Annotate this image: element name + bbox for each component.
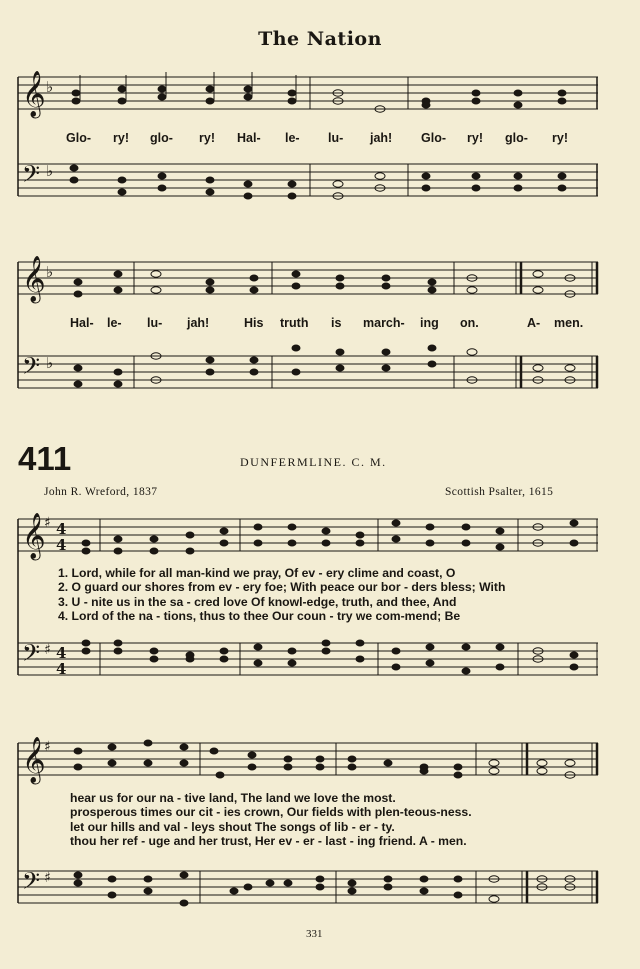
lyric-syllable: A-: [527, 316, 541, 330]
verse-line: prosperous times our cit - ies crown, Our fields with plen-teous-ness.: [70, 805, 472, 820]
time-signature-top: 4: [56, 520, 67, 538]
svg-text:♭: ♭: [46, 78, 54, 96]
svg-text:𝄢: 𝄢: [22, 867, 41, 900]
lyric-syllable: le-: [107, 316, 122, 330]
hymn-number: 411: [18, 440, 72, 477]
svg-text:𝄞: 𝄞: [22, 256, 46, 302]
svg-text:𝄞: 𝄞: [22, 737, 46, 783]
svg-text:♯: ♯: [44, 739, 51, 755]
svg-text:4: 4: [56, 644, 67, 662]
verse-line: let our hills and val - leys shout The songs of lib - er - ty.: [70, 819, 395, 834]
lyric-syllable: His: [244, 316, 264, 330]
lyric-syllable: ry!: [113, 131, 129, 145]
lyric-syllable: glo-: [150, 131, 173, 145]
svg-text:𝄢: 𝄢: [22, 352, 41, 385]
svg-text:♭: ♭: [46, 162, 54, 180]
lyric-syllable: lu-: [147, 316, 163, 330]
svg-text:4: 4: [56, 660, 67, 678]
lyric-syllable: le-: [285, 131, 300, 145]
time-signature-bottom: 4: [56, 536, 67, 554]
running-title: The Nation: [258, 28, 382, 50]
lyric-syllable: march-: [363, 316, 405, 330]
page-number: 331: [306, 928, 323, 940]
lyric-syllable: Hal-: [70, 316, 94, 330]
svg-text:𝄞: 𝄞: [22, 513, 46, 559]
lyric-syllable: Glo-: [421, 131, 446, 145]
verse-line: 2. O guard our shores from ev - ery foe; With peace our bor - ders bless; With: [58, 580, 506, 595]
svg-text:𝄢: 𝄢: [22, 639, 41, 672]
svg-text:♯: ♯: [44, 870, 51, 886]
svg-text:♭: ♭: [46, 263, 54, 281]
source-credit: Scottish Psalter, 1615: [445, 486, 554, 498]
verse-line: 4. Lord of the na - tions, thus to thee Our coun - try we com-mend; Be: [58, 608, 461, 623]
svg-text:𝄢: 𝄢: [22, 160, 41, 193]
lyric-syllable: lu-: [328, 131, 344, 145]
svg-text:♯: ♯: [44, 642, 51, 658]
verse-line: 3. U - nite us in the sa - cred love Of knowl-edge, truth, and thee, And: [58, 594, 457, 609]
svg-text:♯: ♯: [44, 515, 51, 531]
lyric-syllable: ry!: [199, 131, 215, 145]
lyric-syllable: truth: [280, 316, 309, 330]
lyric-syllable: is: [331, 316, 342, 330]
svg-text:♭: ♭: [46, 354, 54, 372]
verse-line: thou her ref - uge and her trust, Her ev - er - last - ing friend. A - men.: [70, 833, 467, 848]
lyric-syllable: Glo-: [66, 131, 91, 145]
svg-text:𝄞: 𝄞: [22, 71, 46, 117]
lyric-syllable: ing: [420, 316, 439, 330]
tune-name: DUNFERMLINE. C. M.: [240, 455, 387, 469]
lyric-syllable: on.: [460, 316, 479, 330]
lyric-syllable: ry!: [467, 131, 483, 145]
lyric-syllable: men.: [554, 316, 584, 330]
author-credit: John R. Wreford, 1837: [44, 486, 158, 498]
lyric-syllable: jah!: [370, 131, 393, 145]
lyric-syllable: glo-: [505, 131, 528, 145]
verse-line: 1. Lord, while for all man-kind we pray, Of ev - ery clime and coast, O: [58, 566, 456, 580]
lyric-syllable: Hal-: [237, 131, 261, 145]
verses-block-2: [70, 791, 472, 848]
verse-line: hear us for our na - tive land, The land we love the most.: [70, 791, 396, 805]
lyric-syllable: ry!: [552, 131, 568, 145]
lyric-syllable: jah!: [187, 316, 210, 330]
